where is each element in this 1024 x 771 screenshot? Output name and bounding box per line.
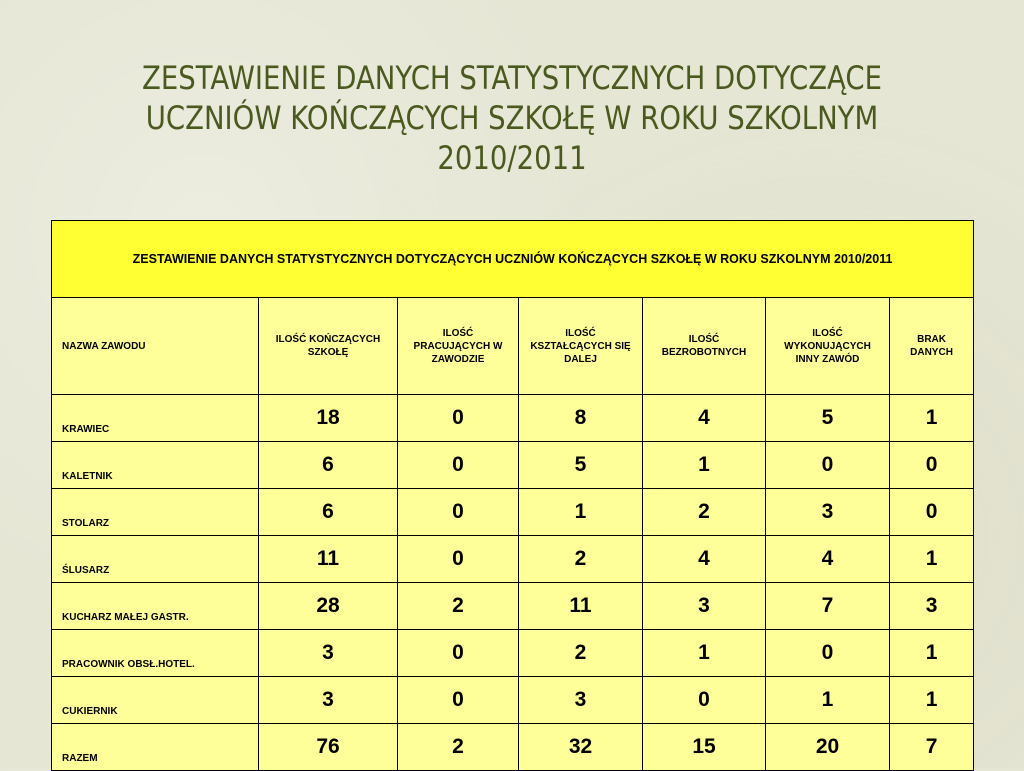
value-no-data: 1: [890, 536, 974, 583]
value-working: 0: [398, 395, 519, 442]
value-unemployed: 2: [643, 489, 766, 536]
value-unemployed: 4: [643, 536, 766, 583]
value-other: 5: [766, 395, 890, 442]
value-continuing: 8: [519, 395, 643, 442]
value-graduates: 18: [259, 395, 398, 442]
value-working: 0: [398, 677, 519, 724]
header-unemployed: ILOŚĆ BEZROBOTNYCH: [643, 298, 766, 395]
table-row-krawiec: [52, 395, 974, 442]
value-graduates: 3: [259, 630, 398, 677]
table-row-razem-total: [52, 724, 974, 771]
value-working: 2: [398, 583, 519, 630]
value-continuing: 11: [519, 583, 643, 630]
total-working: 2: [398, 724, 519, 771]
value-continuing: 1: [519, 489, 643, 536]
table-row-slusarz: [52, 536, 974, 583]
table-row-stolarz: [52, 489, 974, 536]
value-other: 1: [766, 677, 890, 724]
value-unemployed: 1: [643, 442, 766, 489]
value-working: 0: [398, 630, 519, 677]
header-other-profession: ILOŚĆ WYKONUJĄCYCH INNY ZAWÓD: [766, 298, 890, 395]
slide-title: [106, 58, 918, 178]
value-no-data: 1: [890, 395, 974, 442]
table-row-kucharz: [52, 583, 974, 630]
value-no-data: 3: [890, 583, 974, 630]
header-graduates-count: ILOŚĆ KOŃCZĄCYCH SZKOŁĘ: [259, 298, 398, 395]
total-unemployed: 15: [643, 724, 766, 771]
value-continuing: 3: [519, 677, 643, 724]
header-profession-name: NAZWA ZAWODU: [52, 298, 259, 395]
value-working: 0: [398, 442, 519, 489]
slide-title-line-3: 2010/2011: [437, 139, 587, 177]
total-other: 20: [766, 724, 890, 771]
header-no-data: BRAK DANYCH: [890, 298, 974, 395]
value-no-data: 1: [890, 630, 974, 677]
value-graduates: 6: [259, 442, 398, 489]
value-unemployed: 1: [643, 630, 766, 677]
value-graduates: 11: [259, 536, 398, 583]
profession-name: CUKIERNIK: [52, 677, 259, 724]
value-unemployed: 3: [643, 583, 766, 630]
profession-name: ŚLUSARZ: [52, 536, 259, 583]
profession-name: KRAWIEC: [52, 395, 259, 442]
header-working-in-profession: ILOŚĆ PRACUJĄCYCH W ZAWODZIE: [398, 298, 519, 395]
profession-name: KALETNIK: [52, 442, 259, 489]
value-other: 4: [766, 536, 890, 583]
table-row-kaletnik: [52, 442, 974, 489]
slide-title-line-2: UCZNIÓW KOŃCZĄCYCH SZKOŁĘ W ROKU SZKOLNYM: [145, 99, 879, 137]
value-other: 7: [766, 583, 890, 630]
value-graduates: 6: [259, 489, 398, 536]
value-unemployed: 4: [643, 395, 766, 442]
total-no-data: 7: [890, 724, 974, 771]
table-caption: ZESTAWIENIE DANYCH STATYSTYCZNYCH DOTYCZĄCYCH UCZNIÓW KOŃCZĄCYCH SZKOŁĘ W ROKU SZKOLNYM 2010/2011: [52, 221, 974, 298]
header-continuing-education: ILOŚĆ KSZTAŁCĄCYCH SIĘ DALEJ: [519, 298, 643, 395]
value-no-data: 1: [890, 677, 974, 724]
value-continuing: 2: [519, 536, 643, 583]
value-working: 0: [398, 489, 519, 536]
value-graduates: 3: [259, 677, 398, 724]
value-continuing: 2: [519, 630, 643, 677]
value-working: 0: [398, 536, 519, 583]
value-no-data: 0: [890, 442, 974, 489]
value-other: 0: [766, 630, 890, 677]
total-continuing: 32: [519, 724, 643, 771]
profession-name: PRACOWNIK OBSŁ.HOTEL.: [52, 630, 259, 677]
value-other: 3: [766, 489, 890, 536]
total-graduates: 76: [259, 724, 398, 771]
profession-name: STOLARZ: [52, 489, 259, 536]
value-unemployed: 0: [643, 677, 766, 724]
profession-name: KUCHARZ MAŁEJ GASTR.: [52, 583, 259, 630]
table-row-cukiernik: [52, 677, 974, 724]
value-no-data: 0: [890, 489, 974, 536]
total-label: RAZEM: [52, 724, 259, 771]
value-other: 0: [766, 442, 890, 489]
statistics-table: [51, 220, 974, 771]
slide-title-line-1: ZESTAWIENIE DANYCH STATYSTYCZNYCH DOTYCZĄCE: [142, 59, 882, 97]
table-header-row: [52, 298, 974, 395]
value-graduates: 28: [259, 583, 398, 630]
value-continuing: 5: [519, 442, 643, 489]
table-row-pracownik-hotel: [52, 630, 974, 677]
